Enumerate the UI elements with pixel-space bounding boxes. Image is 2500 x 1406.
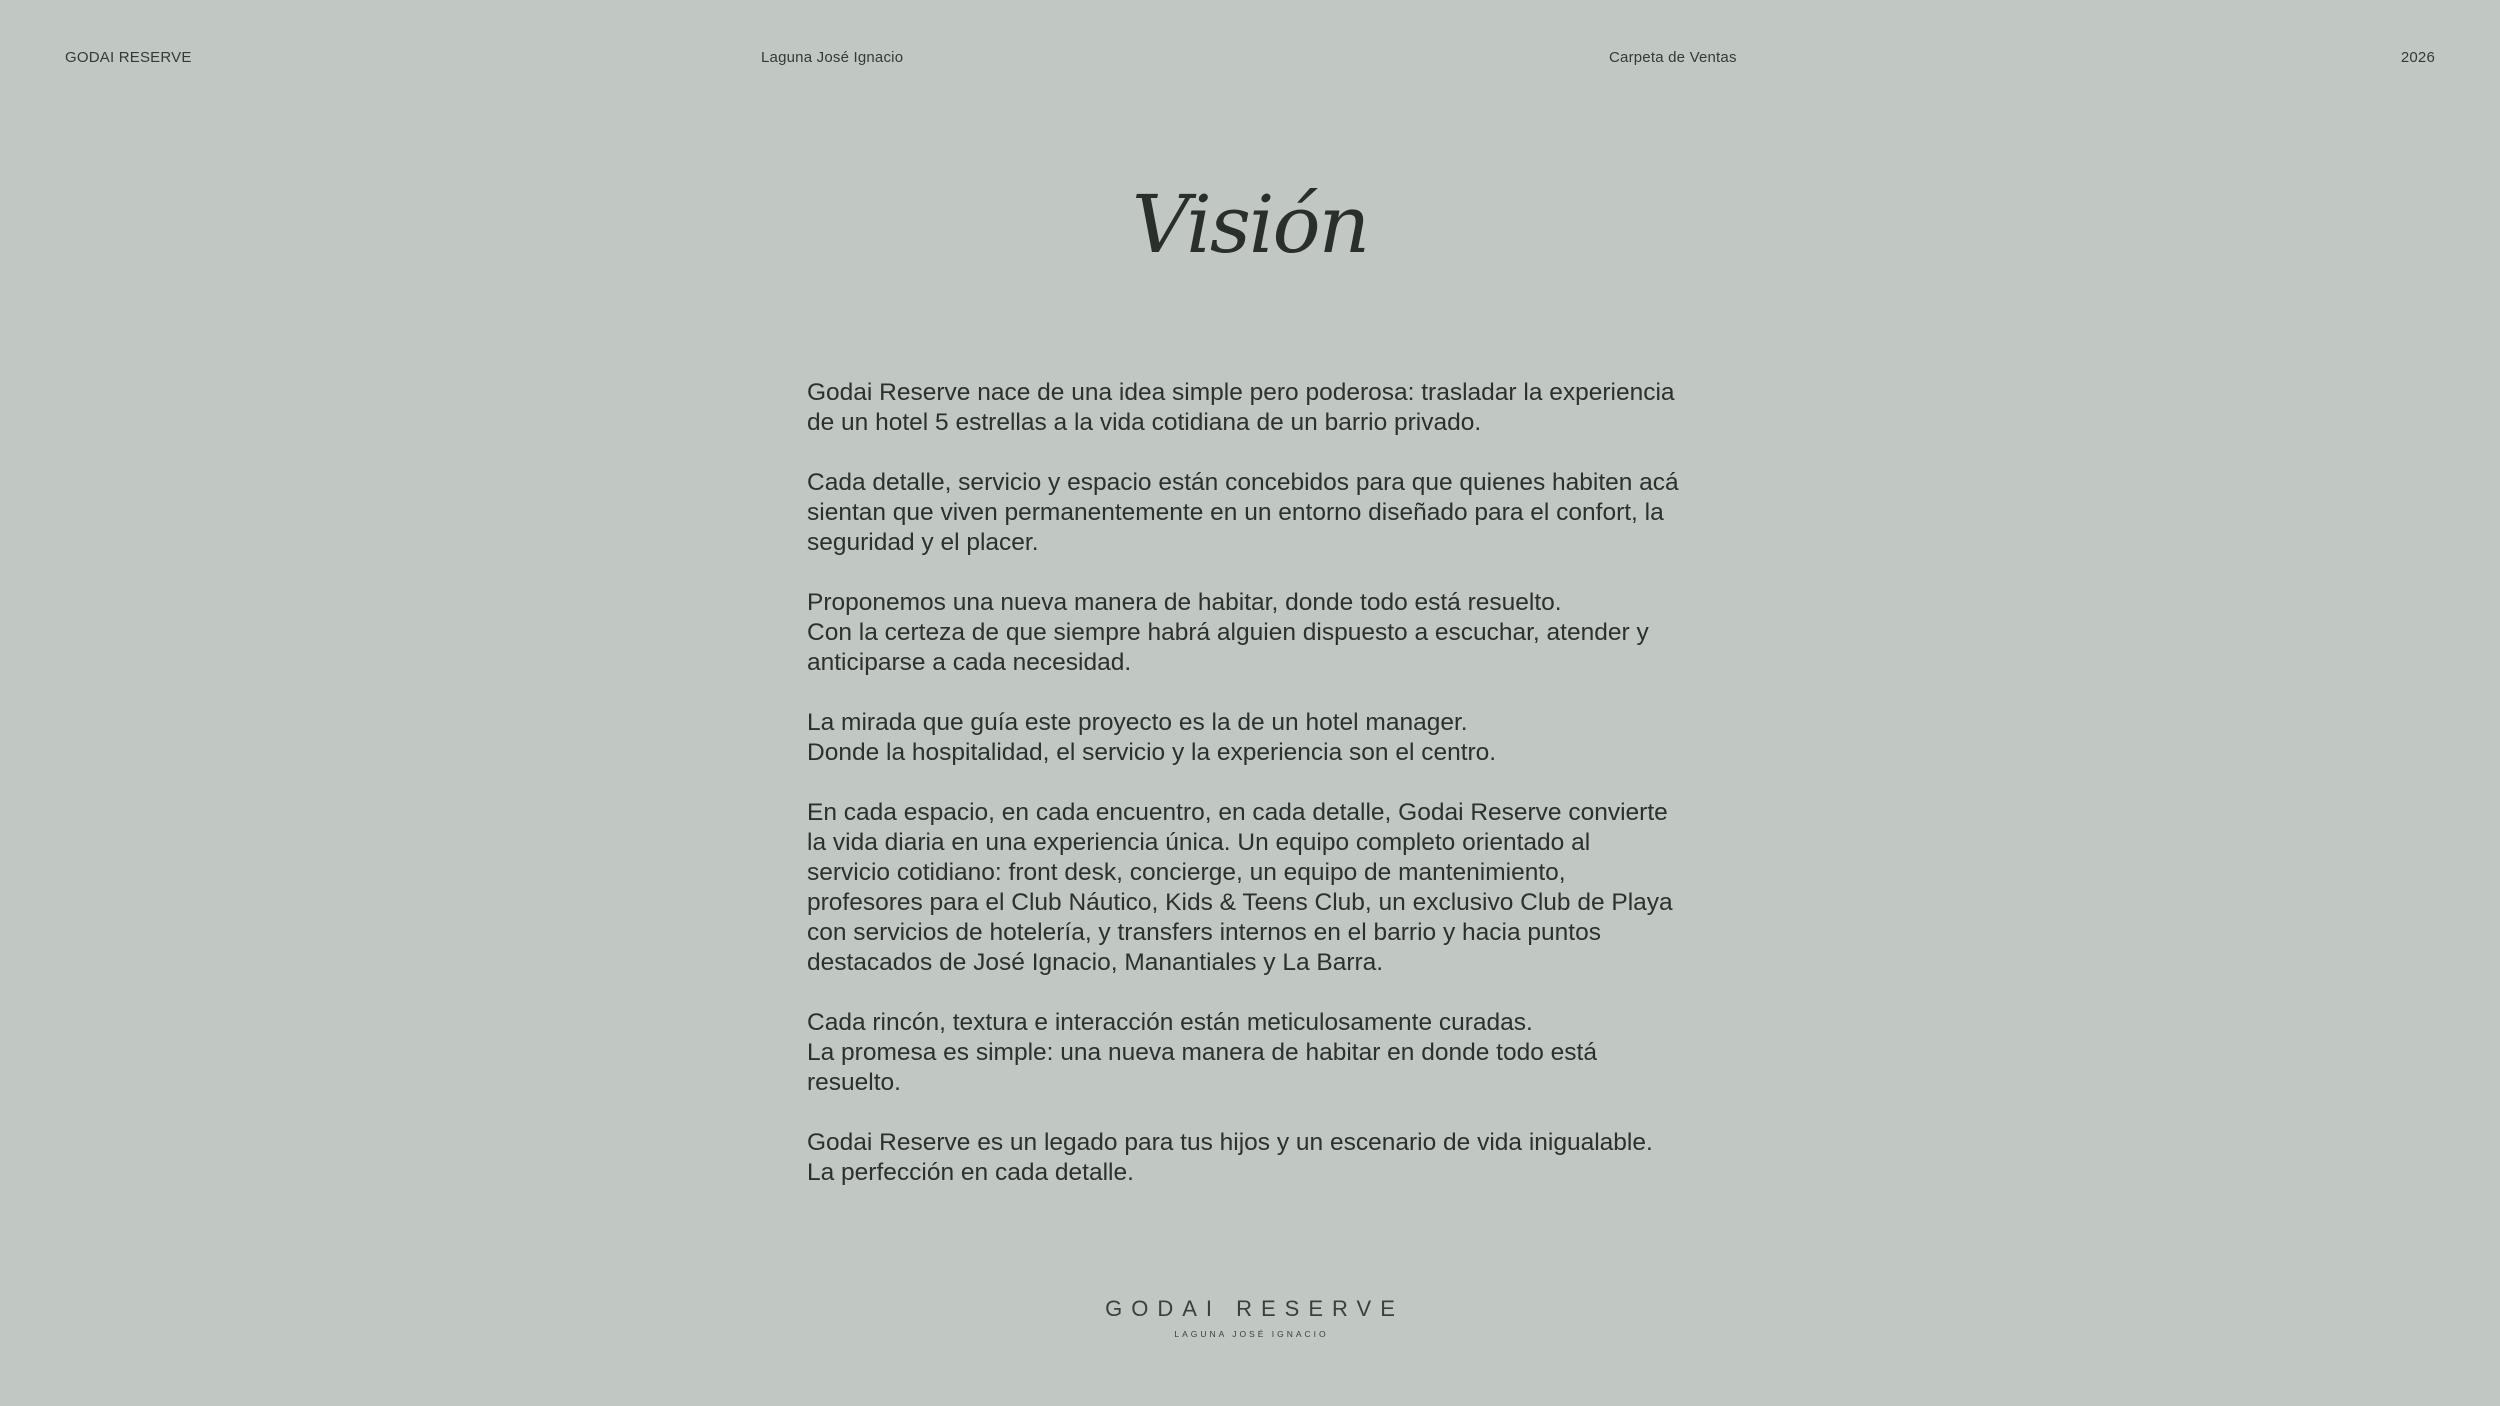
paragraph (807, 1128, 1707, 1188)
paragraph (807, 588, 1707, 678)
paragraph-line: Godai Reserve es un legado para tus hijos y un escenario de vida inigualable. (807, 1129, 1653, 1156)
paragraph-line: La perfección en cada detalle. (807, 1159, 1134, 1186)
paragraph-line: Con la certeza de que siempre habrá alguien dispuesto a escuchar, atender y (807, 619, 1649, 646)
paragraph-line: Cada detalle, servicio y espacio están concebidos para que quienes habiten acá (807, 469, 1679, 496)
paragraph-line: Proponemos una nueva manera de habitar, donde todo está resuelto. (807, 589, 1562, 616)
paragraph-line: seguridad y el placer. (807, 529, 1039, 556)
paragraph-line: servicio cotidiano: front desk, concierge, un equipo de mantenimiento, (807, 859, 1566, 886)
header-section: Carpeta de Ventas (1609, 49, 1737, 66)
paragraph-line: profesores para el Club Náutico, Kids & Teens Club, un exclusivo Club de Playa (807, 889, 1673, 916)
paragraph (807, 708, 1707, 768)
paragraph-line: la vida diaria en una experiencia única. Un equipo completo orientado al (807, 829, 1591, 856)
paragraph-line: anticiparse a cada necesidad. (807, 649, 1132, 676)
paragraph (807, 1008, 1707, 1098)
vision-body (807, 378, 1707, 1218)
paragraph-line: La mirada que guía este proyecto es la de un hotel manager. (807, 709, 1468, 736)
paragraph-line: Cada rincón, textura e interacción están meticulosamente curadas. (807, 1009, 1533, 1036)
header-location: Laguna José Ignacio (761, 49, 904, 66)
paragraph-line: de un hotel 5 estrellas a la vida cotidiana de un barrio privado. (807, 409, 1482, 436)
paragraph (807, 798, 1707, 978)
paragraph (807, 468, 1707, 558)
footer-logo (0, 1298, 2500, 1339)
header-brand: GODAI RESERVE (65, 49, 192, 66)
paragraph-line: Donde la hospitalidad, el servicio y la experiencia son el centro. (807, 739, 1497, 766)
paragraph-line: sientan que viven permanentemente en un entorno diseñado para el confort, la (807, 499, 1664, 526)
paragraph-line: resuelto. (807, 1069, 901, 1096)
logo-tagline: LAGUNA JOSÉ IGNACIO (1174, 1329, 1329, 1339)
logo-wordmark: GODAI RESERVE (1105, 1296, 1404, 1321)
paragraph-line: En cada espacio, en cada encuentro, en cada detalle, Godai Reserve convierte (807, 799, 1668, 826)
paragraph-line: destacados de José Ignacio, Manantiales y La Barra. (807, 949, 1384, 976)
paragraph-line: La promesa es simple: una nueva manera de habitar en donde todo está (807, 1039, 1597, 1066)
paragraph-line: Godai Reserve nace de una idea simple pero poderosa: trasladar la experiencia (807, 379, 1675, 406)
header-year: 2026 (2400, 49, 2435, 66)
paragraph-line: con servicios de hotelería, y transfers internos en el barrio y hacia puntos (807, 919, 1601, 946)
paragraph (807, 378, 1707, 438)
page-title: Visión (1131, 178, 1369, 271)
